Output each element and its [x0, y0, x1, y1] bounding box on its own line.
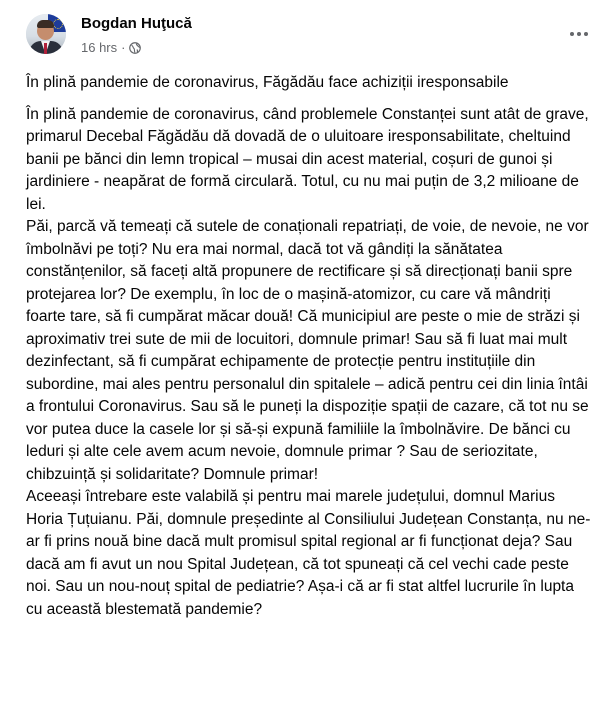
post-meta — [81, 40, 141, 55]
post-paragraph: În plină pandemie de coronavirus, când problemele Constanței sunt atât de grave, primarul Decebal Făgădău dă dovadă de o uluitoare iresponsabilitate, cheltuind banii pe bănci din lemn tropical – musai din acest material, coșuri de gunoi și jardiniere - neapărat de formă circulară. Totul, cu nu mai puțin de 3,2 milioane de lei. — [26, 105, 589, 213]
post-paragraph: Păi, parcă vă temeați că sutele de conaționali repatriați, de voie, de nevoie, ne vor îmbolnăvi pe toți? Nu era mai normal, dacă tot vă gândiți la sănătatea constănțenilor, să faceți altă propunere de rectificare și să direcționați banii spre protejarea lor? De exemplu, în loc de o mașină-atomizor, cu care vă mândriți foarte tare, să fi cumpărat măcar două! Că municipiul are peste o mie de străzi și aproximativ trei sute de mii de locuitori, domnule primar! Sau să fi luat mai mult dezinfectant, să fi cumpărat echipamente de protecție pentru instituțiile din subordine, mai ales pentru personalul din spitalele – adică pentru cei din linia întâi a frontului Coronavirus. Sau să le puneți la dispoziție spații de cazare, că tot nu se vor putea duce la casele lor și să-și expună familiile la îmbolnăvire. De bănci cu leduri și alte cele avem acum nevoie, domnule primar ? Sau de seriozitate, chibzuință și solidaritate? Domnule primar! — [26, 218, 589, 483]
more-dot-icon — [570, 32, 574, 36]
post-headline: În plină pandemie de coronavirus, Făgădău face achiziții iresponsabile — [26, 74, 509, 91]
post-timestamp[interactable]: 16 hrs — [81, 40, 118, 55]
author-name[interactable]: Bogdan Huţucă — [81, 15, 192, 32]
post-body — [26, 72, 591, 621]
post-header — [26, 14, 597, 62]
globe-icon[interactable] — [129, 42, 141, 54]
post-paragraph: Aceeași întrebare este valabilă și pentru mai marele județului, domnul Marius Horia Țuțuianu. Păi, domnule președinte al Consiliului Județean Constanța, nu ne-ar fi prins nouă bine dacă mult promisul spital regional ar fi funcționat deja? Sau dacă am fi avut un nou Spital Județean, că tot spuneați că cel vechi cade peste noi. Sau un nou-nouț spital de pediatrie? Așa-i că ar fi stat altfel lucrurile în lupta cu această blestemată pandemie? — [26, 488, 591, 618]
meta-separator: · — [121, 40, 126, 55]
avatar[interactable] — [26, 14, 66, 54]
more-options-button[interactable] — [565, 20, 593, 48]
